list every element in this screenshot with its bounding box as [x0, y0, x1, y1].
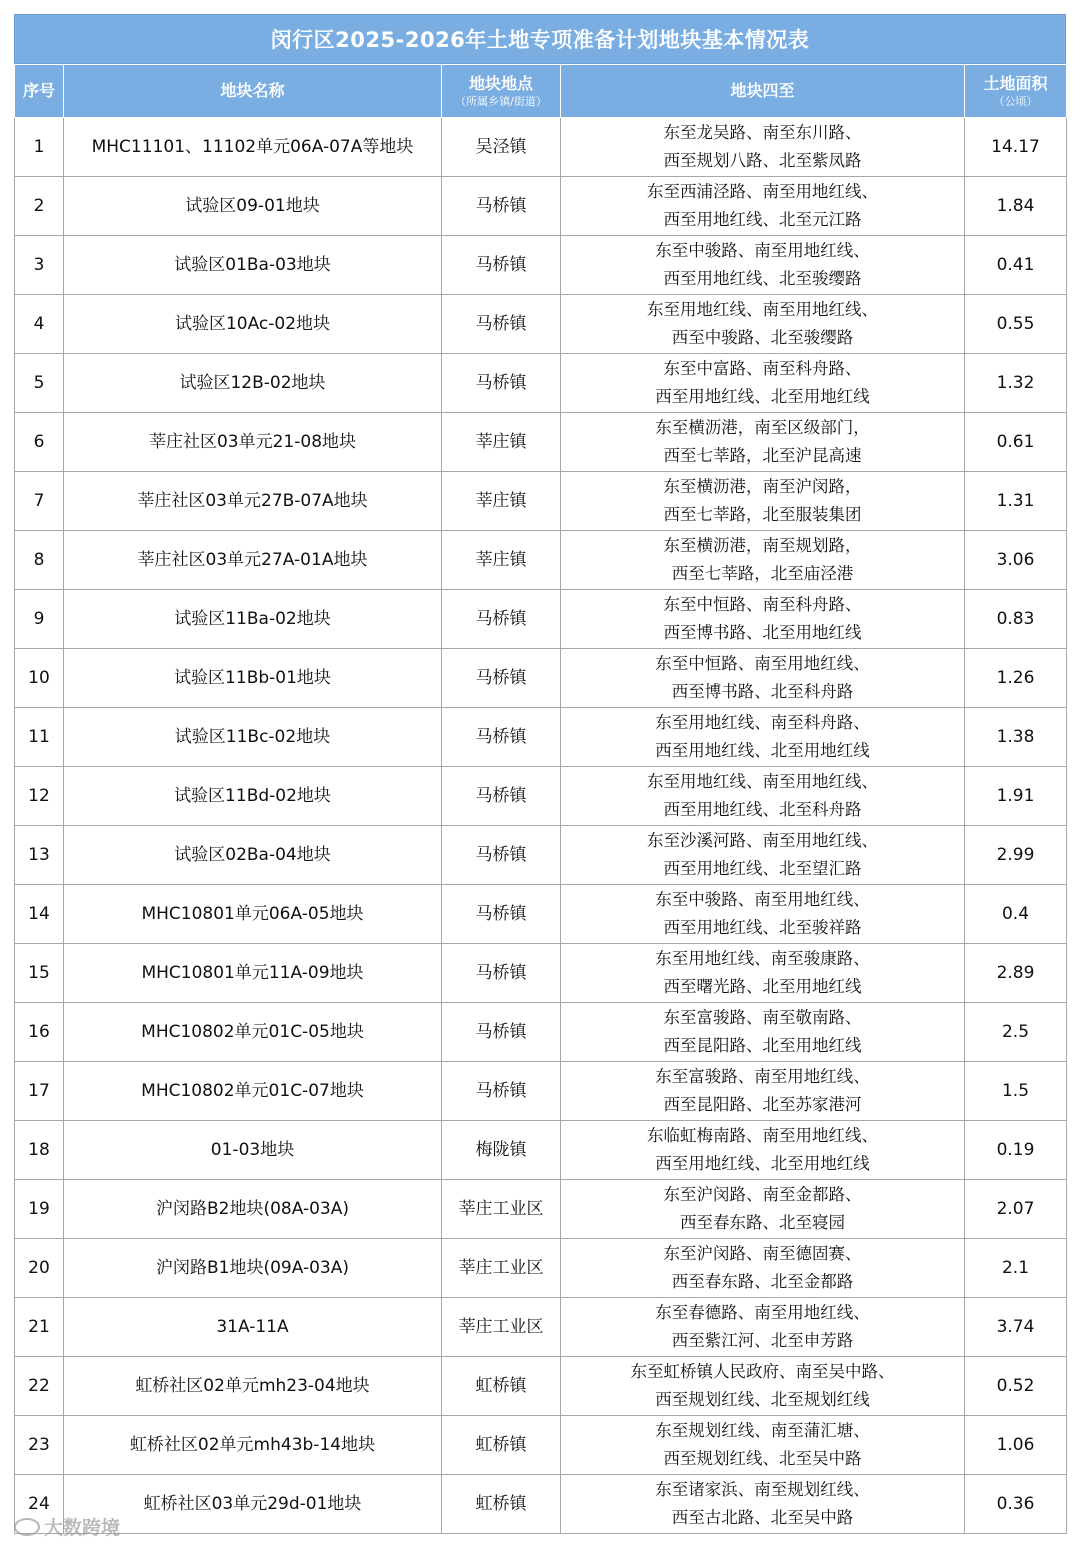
row-name: 试验区09-01地块 [64, 177, 442, 236]
row-bounds-line-2: 西至用地红线、北至用地红线 [655, 741, 870, 760]
row-area: 1.38 [965, 708, 1067, 767]
table-row [15, 177, 1067, 236]
row-name: 31A-11A [64, 1298, 442, 1357]
row-seq: 14 [15, 885, 64, 944]
row-location: 马桥镇 [442, 944, 561, 1003]
row-bounds-line-2: 西至用地红线、北至科舟路 [663, 800, 862, 819]
row-seq: 3 [15, 236, 64, 295]
row-seq: 13 [15, 826, 64, 885]
row-seq: 2 [15, 177, 64, 236]
row-bounds-line-1: 东至用地红线、南至用地红线、 [647, 772, 878, 791]
table-row [15, 531, 1067, 590]
table-row [15, 118, 1067, 177]
row-bounds [561, 1475, 965, 1534]
header-location [442, 65, 561, 118]
row-name: MHC10802单元01C-07地块 [64, 1062, 442, 1121]
table-title: 闵行区2025-2026年土地专项准备计划地块基本情况表 [14, 14, 1066, 64]
row-bounds-line-1: 东至诸家浜、南至规划红线、 [655, 1480, 870, 1499]
row-location: 马桥镇 [442, 826, 561, 885]
row-location: 莘庄工业区 [442, 1180, 561, 1239]
row-bounds-line-2: 西至曙光路、北至用地红线 [663, 977, 862, 996]
row-seq: 22 [15, 1357, 64, 1416]
row-bounds-line-2: 西至规划八路、北至紫凤路 [663, 151, 862, 170]
row-seq: 10 [15, 649, 64, 708]
row-area: 1.32 [965, 354, 1067, 413]
row-area: 2.89 [965, 944, 1067, 1003]
row-seq: 11 [15, 708, 64, 767]
row-bounds-line-1: 东至西浦泾路、南至用地红线、 [647, 182, 878, 201]
header-location-sub: （所属乡镇/街道） [455, 95, 547, 108]
row-seq: 7 [15, 472, 64, 531]
header-seq: 序号 [15, 65, 64, 118]
row-location: 马桥镇 [442, 354, 561, 413]
row-area: 2.07 [965, 1180, 1067, 1239]
row-seq: 15 [15, 944, 64, 1003]
row-name: MHC10801单元11A-09地块 [64, 944, 442, 1003]
row-location: 马桥镇 [442, 649, 561, 708]
row-location: 梅陇镇 [442, 1121, 561, 1180]
row-area: 0.52 [965, 1357, 1067, 1416]
row-name: 试验区11Bd-02地块 [64, 767, 442, 826]
row-location: 莘庄镇 [442, 531, 561, 590]
row-name: MHC10801单元06A-05地块 [64, 885, 442, 944]
row-bounds-line-2: 西至用地红线、北至用地红线 [655, 1154, 870, 1173]
row-bounds-line-1: 东临虹梅南路、南至用地红线、 [647, 1126, 878, 1145]
row-bounds [561, 1121, 965, 1180]
row-bounds-line-2: 西至古北路、北至吴中路 [671, 1508, 854, 1527]
row-bounds-line-1: 东至富骏路、南至敬南路、 [663, 1008, 862, 1027]
header-area-sub: （公顷） [993, 95, 1038, 108]
row-seq: 23 [15, 1416, 64, 1475]
table-row [15, 1298, 1067, 1357]
row-bounds [561, 177, 965, 236]
header-name: 地块名称 [64, 65, 442, 118]
row-bounds-line-1: 东至规划红线、南至蒲汇塘、 [655, 1421, 870, 1440]
row-bounds-line-1: 东至沪闵路、南至德固赛、 [663, 1244, 862, 1263]
row-seq: 9 [15, 590, 64, 649]
row-location: 莘庄工业区 [442, 1298, 561, 1357]
row-location: 马桥镇 [442, 295, 561, 354]
row-area: 0.4 [965, 885, 1067, 944]
row-bounds-line-2: 西至规划红线、北至吴中路 [663, 1449, 862, 1468]
row-seq: 4 [15, 295, 64, 354]
row-name: MHC10802单元01C-05地块 [64, 1003, 442, 1062]
row-bounds-line-1: 东至横沥港，南至规划路， [663, 536, 862, 555]
header-bounds: 地块四至 [561, 65, 965, 118]
table-row [15, 944, 1067, 1003]
row-bounds-line-1: 东至中骏路、南至用地红线、 [655, 890, 870, 909]
row-bounds-line-1: 东至沪闵路、南至金都路、 [663, 1185, 862, 1204]
row-name: MHC11101、11102单元06A-07A等地块 [64, 118, 442, 177]
row-bounds-line-2: 西至用地红线、北至骏祥路 [663, 918, 862, 937]
table-row [15, 708, 1067, 767]
row-location: 马桥镇 [442, 1003, 561, 1062]
row-bounds [561, 1357, 965, 1416]
row-area: 2.1 [965, 1239, 1067, 1298]
row-name: 试验区02Ba-04地块 [64, 826, 442, 885]
table-row [15, 590, 1067, 649]
table-row [15, 1475, 1067, 1534]
row-area: 3.74 [965, 1298, 1067, 1357]
row-location: 马桥镇 [442, 236, 561, 295]
header-area [965, 65, 1067, 118]
header-area-label: 土地面积 [983, 73, 1048, 93]
row-bounds-line-1: 东至龙吴路、南至东川路、 [663, 123, 862, 142]
row-area: 2.99 [965, 826, 1067, 885]
row-area: 0.36 [965, 1475, 1067, 1534]
row-bounds-line-1: 东至中富路、南至科舟路、 [663, 359, 862, 378]
row-bounds-line-2: 西至昆阳路、北至用地红线 [663, 1036, 862, 1055]
row-location: 莘庄镇 [442, 472, 561, 531]
row-bounds-line-1: 东至富骏路、南至用地红线、 [655, 1067, 870, 1086]
row-bounds [561, 590, 965, 649]
table-row [15, 236, 1067, 295]
watermark-text: 大数跨境 [44, 1517, 121, 1539]
row-location: 马桥镇 [442, 1062, 561, 1121]
row-seq: 12 [15, 767, 64, 826]
row-seq: 8 [15, 531, 64, 590]
row-bounds [561, 1298, 965, 1357]
row-bounds [561, 649, 965, 708]
land-plan-table-container [14, 14, 1066, 1534]
row-area: 0.41 [965, 236, 1067, 295]
row-name: 沪闵路B1地块(09A-03A) [64, 1239, 442, 1298]
row-location: 虹桥镇 [442, 1357, 561, 1416]
table-row [15, 1121, 1067, 1180]
row-area: 0.83 [965, 590, 1067, 649]
land-parcel-table [14, 64, 1067, 1534]
table-row [15, 472, 1067, 531]
table-row [15, 295, 1067, 354]
watermark [14, 1513, 120, 1540]
row-bounds-line-2: 西至七莘路，北至服装集团 [663, 505, 862, 524]
row-bounds-line-2: 西至博书路、北至用地红线 [663, 623, 862, 642]
row-bounds-line-1: 东至横沥港，南至区级部门， [655, 418, 870, 437]
row-name: 虹桥社区02单元mh43b-14地块 [64, 1416, 442, 1475]
row-bounds-line-1: 东至沙溪河路、南至用地红线、 [647, 831, 878, 850]
row-bounds-line-1: 东至中恒路、南至用地红线、 [655, 654, 870, 673]
row-area: 2.5 [965, 1003, 1067, 1062]
table-row [15, 413, 1067, 472]
row-location: 马桥镇 [442, 177, 561, 236]
table-row [15, 1239, 1067, 1298]
row-seq: 5 [15, 354, 64, 413]
row-location: 吴泾镇 [442, 118, 561, 177]
table-row [15, 1062, 1067, 1121]
row-bounds [561, 1416, 965, 1475]
row-bounds [561, 1239, 965, 1298]
row-bounds-line-2: 西至昆阳路、北至苏家港河 [663, 1095, 862, 1114]
row-bounds-line-1: 东至横沥港，南至沪闵路， [663, 477, 862, 496]
row-bounds-line-1: 东至春德路、南至用地红线、 [655, 1303, 870, 1322]
row-seq: 20 [15, 1239, 64, 1298]
row-name: 01-03地块 [64, 1121, 442, 1180]
row-location: 马桥镇 [442, 708, 561, 767]
row-area: 3.06 [965, 531, 1067, 590]
row-bounds-line-1: 东至中骏路、南至用地红线、 [655, 241, 870, 260]
row-seq: 17 [15, 1062, 64, 1121]
row-bounds [561, 826, 965, 885]
row-area: 1.5 [965, 1062, 1067, 1121]
table-row [15, 826, 1067, 885]
row-bounds-line-2: 西至用地红线、北至元江路 [663, 210, 862, 229]
row-name: 试验区11Ba-02地块 [64, 590, 442, 649]
row-name: 试验区11Bc-02地块 [64, 708, 442, 767]
table-row [15, 767, 1067, 826]
row-bounds-line-2: 西至七莘路，北至沪昆高速 [663, 446, 862, 465]
row-bounds-line-2: 西至用地红线、北至望汇路 [663, 859, 862, 878]
row-bounds [561, 531, 965, 590]
row-location: 莘庄镇 [442, 413, 561, 472]
row-name: 试验区11Bb-01地块 [64, 649, 442, 708]
table-row [15, 1416, 1067, 1475]
row-bounds [561, 708, 965, 767]
table-row [15, 885, 1067, 944]
row-area: 1.31 [965, 472, 1067, 531]
row-name: 沪闵路B2地块(08A-03A) [64, 1180, 442, 1239]
row-bounds [561, 236, 965, 295]
row-area: 0.19 [965, 1121, 1067, 1180]
row-name: 莘庄社区03单元27A-01A地块 [64, 531, 442, 590]
table-body [15, 118, 1067, 1534]
watermark-logo-icon [14, 1518, 40, 1536]
table-row [15, 1003, 1067, 1062]
row-name: 试验区01Ba-03地块 [64, 236, 442, 295]
row-location: 马桥镇 [442, 885, 561, 944]
table-row [15, 354, 1067, 413]
row-name: 试验区10Ac-02地块 [64, 295, 442, 354]
row-area: 1.26 [965, 649, 1067, 708]
row-area: 0.61 [965, 413, 1067, 472]
row-bounds-line-2: 西至春东路、北至寝园 [680, 1213, 845, 1232]
row-bounds-line-1: 东至用地红线、南至用地红线、 [647, 300, 878, 319]
row-name: 虹桥社区03单元29d-01地块 [64, 1475, 442, 1534]
row-bounds-line-2: 西至规划红线、北至规划红线 [655, 1390, 870, 1409]
row-seq: 21 [15, 1298, 64, 1357]
row-name: 莘庄社区03单元27B-07A地块 [64, 472, 442, 531]
row-seq: 16 [15, 1003, 64, 1062]
table-row [15, 1180, 1067, 1239]
row-area: 1.06 [965, 1416, 1067, 1475]
row-area: 0.55 [965, 295, 1067, 354]
header-row [15, 65, 1067, 118]
row-bounds [561, 354, 965, 413]
row-seq: 19 [15, 1180, 64, 1239]
row-bounds [561, 413, 965, 472]
table-row [15, 1357, 1067, 1416]
row-bounds-line-2: 西至七莘路，北至庙泾港 [671, 564, 854, 583]
row-bounds-line-2: 西至中骏路、北至骏缨路 [671, 328, 854, 347]
row-name: 莘庄社区03单元21-08地块 [64, 413, 442, 472]
row-bounds-line-1: 东至用地红线、南至骏康路、 [655, 949, 870, 968]
row-name: 试验区12B-02地块 [64, 354, 442, 413]
row-bounds-line-2: 西至用地红线、北至用地红线 [655, 387, 870, 406]
row-bounds [561, 1180, 965, 1239]
row-bounds-line-2: 西至紫江河、北至申芳路 [671, 1331, 854, 1350]
row-location: 马桥镇 [442, 767, 561, 826]
row-bounds [561, 767, 965, 826]
row-bounds [561, 944, 965, 1003]
row-bounds-line-2: 西至春东路、北至金都路 [671, 1272, 854, 1291]
row-bounds-line-2: 西至博书路、北至科舟路 [671, 682, 854, 701]
row-name: 虹桥社区02单元mh23-04地块 [64, 1357, 442, 1416]
row-seq: 6 [15, 413, 64, 472]
row-seq: 24 [15, 1475, 64, 1534]
table-row [15, 649, 1067, 708]
row-bounds [561, 1003, 965, 1062]
header-location-label: 地块地点 [468, 73, 533, 93]
row-location: 虹桥镇 [442, 1475, 561, 1534]
row-location: 虹桥镇 [442, 1416, 561, 1475]
row-seq: 18 [15, 1121, 64, 1180]
row-bounds [561, 295, 965, 354]
row-bounds [561, 472, 965, 531]
row-bounds-line-1: 东至中恒路、南至科舟路、 [663, 595, 862, 614]
row-bounds-line-2: 西至用地红线、北至骏缨路 [663, 269, 862, 288]
row-location: 马桥镇 [442, 590, 561, 649]
row-seq: 1 [15, 118, 64, 177]
row-area: 1.91 [965, 767, 1067, 826]
row-area: 14.17 [965, 118, 1067, 177]
row-bounds [561, 885, 965, 944]
row-bounds [561, 1062, 965, 1121]
row-bounds-line-1: 东至用地红线、南至科舟路、 [655, 713, 870, 732]
row-bounds-line-1: 东至虹桥镇人民政府、南至吴中路、 [630, 1362, 895, 1381]
row-location: 莘庄工业区 [442, 1239, 561, 1298]
row-area: 1.84 [965, 177, 1067, 236]
row-bounds [561, 118, 965, 177]
